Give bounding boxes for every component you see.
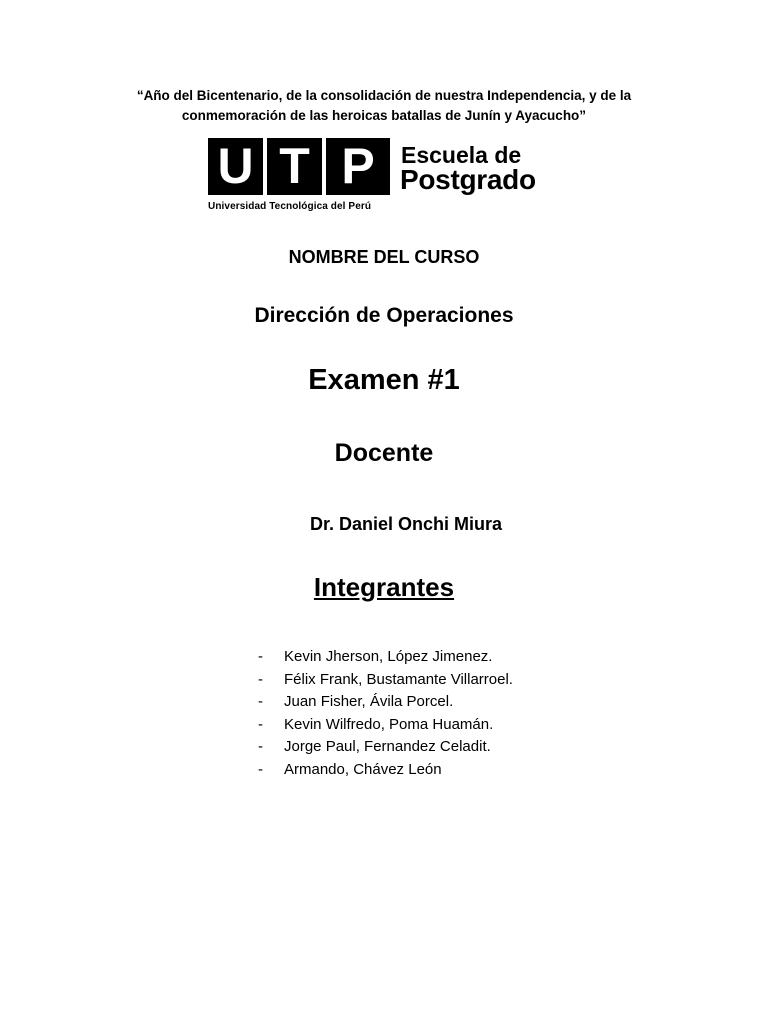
list-item [258,714,513,737]
logo-school-line-1: Escuela de [401,142,522,168]
utp-logo [208,138,568,214]
list-bullet: - [258,670,263,688]
member-name: Kevin Wilfredo, Poma Huamán. [284,715,494,733]
member-name: Juan Fisher, Ávila Porcel. [284,693,454,711]
logo-school-line-2: Postgrado [400,164,536,195]
course-label: NOMBRE DEL CURSO [288,247,480,267]
exam-title: Examen #1 [308,364,460,396]
members-list [258,646,513,782]
list-item [258,669,513,692]
logo-letter-p: P [326,138,390,195]
motto-line-2: conmemoración de las heroicas batallas de Junín y Ayacucho” [181,108,587,123]
list-bullet: - [258,693,263,711]
list-bullet: - [258,738,263,756]
logo-university-name: Universidad Tecnológica del Perú [208,201,372,212]
member-name: Kevin Jherson, López Jimenez. [284,648,493,665]
motto [100,86,668,126]
list-item [258,691,513,714]
logo-letter-t: T [267,138,322,195]
teacher-name: Dr. Daniel Onchi Miura [309,514,503,534]
course-name: Dirección de Operaciones [254,304,514,327]
members-title: Integrantes [313,572,455,602]
motto-line-1: “Año del Bicentenario, de la consolidación de nuestra Independencia, y de la [136,88,632,103]
member-name: Jorge Paul, Fernandez Celadit. [284,738,491,756]
list-item [258,759,513,782]
member-name: Félix Frank, Bustamante Villarroel. [284,670,513,688]
teacher-label: Docente [334,439,434,467]
list-item [258,646,513,669]
list-bullet: - [258,760,263,778]
member-name: Armando, Chávez León [284,760,442,778]
list-item [258,736,513,759]
list-bullet: - [258,648,263,665]
list-bullet: - [258,715,263,733]
logo-letter-u: U [208,138,263,195]
